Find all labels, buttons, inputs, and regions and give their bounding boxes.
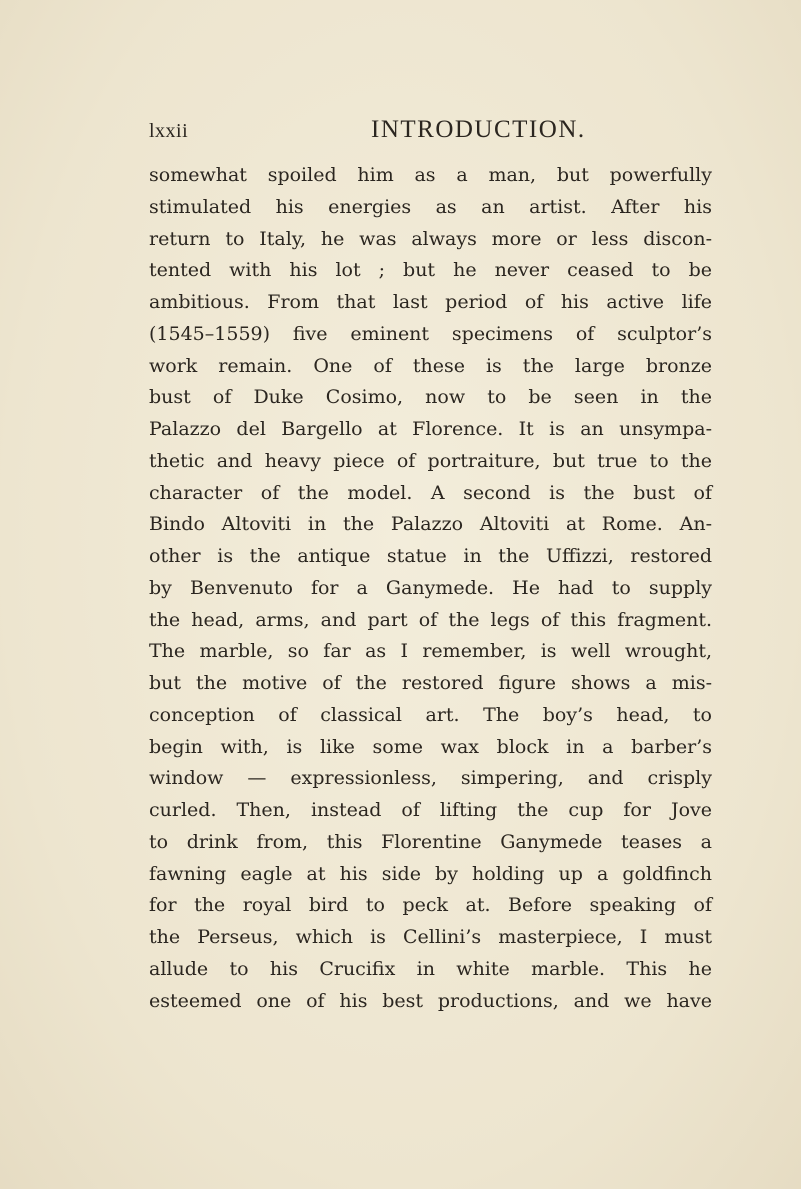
page-header [149,116,709,146]
text-line: but the motive of the restored figure shows a mis- [149,672,712,694]
text-line: the Perseus, which is Cellini’s masterpiece, I must [149,926,712,948]
text-line: work remain. One of these is the large bronze [149,354,712,377]
text-line: conception of classical art. The boy’s head, to [149,703,712,726]
text-line: allude to his Crucifix in white marble. This he [149,957,712,980]
text-line: tented with his lot ; but he never ceased to be [149,259,712,282]
text-line: window — expressionless, simpering, and crisply [149,767,712,790]
text-line: other is the antique statue in the Uffizzi, restored [149,545,712,567]
page-number: lxxii [149,120,189,142]
text-line: fawning eagle at his side by holding up a goldfinch [149,862,712,885]
text-line: for the royal bird to peck at. Before speaking of [149,894,712,917]
text-line: Bindo Altoviti in the Palazzo Altoviti at Rome. An- [149,513,712,536]
text-line: to drink from, this Florentine Ganymede teases a [149,830,712,853]
text-line: Palazzo del Bargello at Florence. It is an unsympa- [149,418,712,440]
text-line: stimulated his energies as an artist. After his [149,195,712,218]
text-line: somewhat spoiled him as a man, but powerfully [149,164,712,186]
text-line: character of the model. A second is the bust of [149,481,712,504]
text-line: (1545–1559) five eminent specimens of sculptor’s [149,322,712,345]
body-text [149,160,712,1017]
text-line: bust of Duke Cosimo, now to be seen in the [149,386,712,409]
text-line: curled. Then, instead of lifting the cup for Jove [149,799,712,821]
text-line: return to Italy, he was always more or less discon- [149,227,712,250]
running-head: INTRODUCTION. [371,116,586,143]
text-line: begin with, is like some wax block in a barber’s [149,735,712,758]
text-line: ambitious. From that last period of his active life [149,291,712,313]
text-line: The marble, so far as I remember, is well wrought, [149,640,712,663]
text-line: esteemed one of his best productions, and we have [149,989,712,1012]
text-line: the head, arms, and part of the legs of this fragment. [149,608,712,631]
text-line: by Benvenuto for a Ganymede. He had to supply [149,576,712,599]
text-line: thetic and heavy piece of portraiture, but true to the [149,449,712,472]
